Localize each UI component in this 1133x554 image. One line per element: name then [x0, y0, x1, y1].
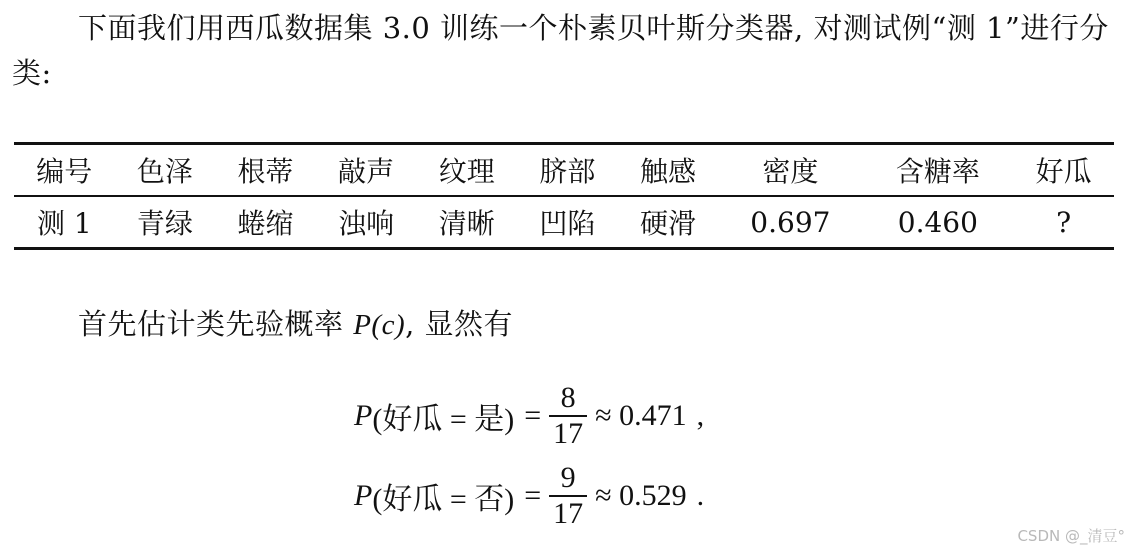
col-good-header: 好瓜 — [1035, 155, 1092, 188]
prior-text-before: 首先估计类先验概率 — [78, 307, 354, 341]
test-sample-table — [14, 142, 1114, 250]
fraction — [549, 382, 587, 449]
equation-equals: = — [524, 398, 542, 432]
col-texture-header: 纹理 — [438, 155, 495, 188]
cell-color: 青绿 — [136, 207, 193, 240]
cell-texture: 清晰 — [438, 207, 495, 240]
col-touch-header: 触感 — [640, 155, 697, 188]
cell-root: 蜷缩 — [237, 207, 294, 240]
col-density-header: 密度 — [762, 155, 819, 188]
col-id-header: 编号 — [36, 155, 93, 188]
equation-arg: (好瓜 = 是) — [372, 402, 515, 436]
equation-tail: . — [696, 478, 705, 512]
table-header-row — [14, 144, 1114, 197]
cell-navel: 凹陷 — [539, 207, 596, 240]
intro-text: 下面我们用西瓜数据集 3.0 训练一个朴素贝叶斯分类器, 对测试例“测 1”进行分类: — [12, 11, 1109, 90]
equation-equals: = — [524, 478, 542, 512]
cell-good: ? — [1056, 205, 1072, 239]
equation-tail: , — [696, 398, 705, 432]
equation-approx: ≈ 0.471 — [595, 398, 687, 432]
equation-approx: ≈ 0.529 — [595, 478, 687, 512]
cell-sound: 浊响 — [338, 207, 395, 240]
fraction-numerator: 8 — [560, 381, 576, 414]
equation-arg: (好瓜 = 否) — [372, 482, 515, 516]
intro-paragraph — [12, 6, 1122, 96]
fraction — [549, 462, 587, 529]
cell-density: 0.697 — [750, 205, 831, 239]
prior-math: P(c) — [353, 309, 406, 341]
csdn-watermark: CSDN @_清豆° — [1017, 527, 1125, 545]
col-navel-header: 脐部 — [539, 155, 596, 188]
equation-good-no — [354, 462, 704, 529]
equation-P: P — [354, 398, 373, 432]
equation-good-yes — [354, 382, 704, 449]
prior-text-after: , 显然有 — [405, 307, 514, 341]
col-sound-header: 敲声 — [338, 155, 395, 188]
fraction-denominator: 17 — [549, 495, 587, 530]
fraction-numerator: 9 — [560, 461, 576, 494]
col-root-header: 根蒂 — [237, 155, 294, 188]
table-row — [14, 196, 1114, 249]
cell-sugar: 0.460 — [897, 205, 978, 239]
col-sugar-header: 含糖率 — [895, 155, 980, 188]
cell-id: 测 1 — [36, 207, 92, 240]
cell-touch: 硬滑 — [640, 207, 697, 240]
fraction-denominator: 17 — [549, 415, 587, 450]
equation-P: P — [354, 478, 373, 512]
col-color-header: 色泽 — [136, 155, 193, 188]
prior-paragraph — [78, 302, 1133, 348]
